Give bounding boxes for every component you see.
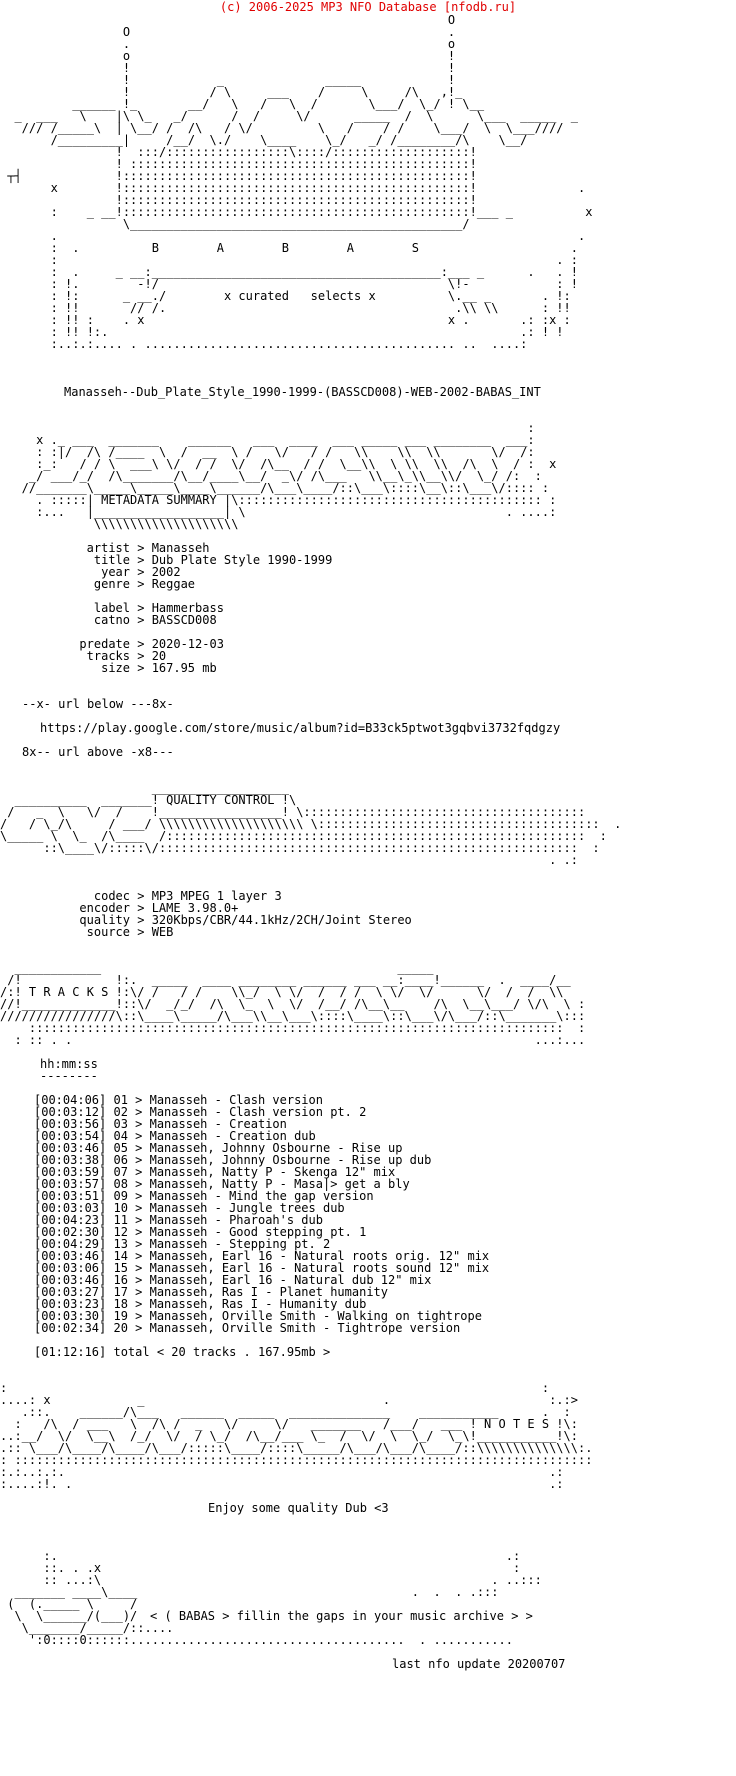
url-above-marker: 8x-- url above -x8--- xyxy=(22,745,174,759)
babas-logo-art: O O . . o o ! ! ! ! _ _____ ! ! / \ ___ / \ /\ ,!_ ______ !_ __/ \ / \ / \___/ \_/ ! \__ _ ___ \ |\ \_ _/ / / \/ _____ / \ \___ _____ _ /// /_____\ | \__/ / /\ / \/ \ / / / \___/ \ \___//// /_________| /__/ \./ \____ \_/ _/ /________/\ \__/ ! :::/:::::::::::::::::\::::/:::::::::::::::::::! ! :::::::::::::::::::::::::::::::::::::::::::::::! ┬┤ !::::::::::::::::::::::::::::::::::::::::::::::::! x !::::::::::::::::::::::::::::::::::::::::::::::::! . !::::::::::::::::::::::::::::::::::::::::::::::::! : _ __!::::::::::::::::::::::::::::::::::::::::::::::::!___ _ x \______________________________________________/ . . : . B A B A S . : . : : . _ __:________________________________________:___ _ . . ! : !. -!/ \!- : ! : !: _ __./ x curated selects x \.__ _ . !: : !! // /. .\\ \\ : !! : !! : . x x . .: :x : : !! !:. .: ! ! :..:.:.... . ........................................... .. ....: xyxy=(7,13,593,351)
track-row: [00:03:59] 07 > Manasseh, Natty P - Skenga 12" mix xyxy=(34,1165,396,1179)
track-row: [00:03:38] 06 > Manasseh, Johnny Osbourne - Rise up dub xyxy=(34,1153,432,1167)
track-row: [00:03:03] 10 > Manasseh - Jungle trees dub xyxy=(34,1201,345,1215)
last-update: last nfo update 20200707 xyxy=(392,1657,566,1671)
metadata-banner-art: : x ._ ___ _______ ______ ___ ____ ___ _____ ___ ________ ___: : :|/ /\ /____ \ / __ \ / \/ / / \\ \\ \\ \/ /: :_: / / \ ___\ \/ / / \/ /\__ / / \__\\ \ \\ \\ /\ \ / : x _/ ___/_/ /\_______/\__/____\__/ _\/ /\___ \\__\_\\__\\/ \_/ /: : //_______\_____\_____\____\______/\___\____/::\___\::::\__\::\___\/:::: : . :::::| METADATA SUMMARY |\:::::::::::::::::::::::::::::::::::::::::: : :... |__________________| \ . ....: \\\\\\\\\\\\\\\\\\\\ xyxy=(21,421,557,531)
quality-value: 320Kbps/CBR/44.1kHz/2CH/Joint Stereo xyxy=(151,913,412,927)
metadata-row-artist: artist > Manasseh xyxy=(0,542,736,554)
quality-value: MP3 MPEG 1 layer 3 xyxy=(151,889,282,903)
metadata-value: Hammerbass xyxy=(151,601,224,615)
notes-banner-art: : : ....: x _ . :.:> .::. ______/\___ ______ _____ ______________ ___________ . : : /\ / ___ \ /\ / _ \/ \/ _______ /___/ ___ ! N O T E S !\: ..:__/ \/ \__\ /_/ \/ / \_/ /\__/___ \_ / \/ \ \_/ \_\!___________!\: .:: \___/\____/\____/\___/:::::\____/::::\_____/\___/\___/\____/::\\\\\\\\\\\\\\:. : :::::::::::::::::::::::::::::::::::::::::::::::::::::::::::::::::::::::::::::::: :.:..:.:. .: :....:!. . .: xyxy=(0,1381,593,1491)
metadata-row-title: title > Dub Plate Style 1990-1999 xyxy=(0,554,736,566)
metadata-row-catno: catno > BASSCD008 xyxy=(0,614,736,626)
metadata-key: size xyxy=(101,661,130,675)
footer-art-bottom: \_______/_____/::.... ':0::::0::::::...................................... . ........... xyxy=(21,1621,513,1647)
track-row: [00:03:54] 04 > Manasseh - Creation dub xyxy=(34,1129,316,1143)
metadata-row-label: label > Hammerbass xyxy=(0,602,736,614)
quality-row-encoder: encoder > LAME 3.98.0+ xyxy=(0,902,736,914)
metadata-row-predate: predate > 2020-12-03 xyxy=(0,638,736,650)
metadata-row-tracks: tracks > 20 xyxy=(0,650,736,662)
track-row: [00:03:56] 03 > Manasseh - Creation xyxy=(34,1117,287,1131)
track-row: [00:02:34] 20 > Manasseh, Orville Smith - Tightrope version xyxy=(34,1321,461,1335)
metadata-value: 2020-12-03 xyxy=(151,637,224,651)
track-row: [00:03:57] 08 > Manasseh, Natty P - Masa|> get a bly xyxy=(34,1177,410,1191)
metadata-value: Manasseh xyxy=(151,541,210,555)
release-name: Manasseh--Dub_Plate_Style_1990-1999-(BASSCD008)-WEB-2002-BABAS_INT xyxy=(64,385,541,399)
track-row: [00:03:23] 18 > Manasseh, Ras I - Humanity dub xyxy=(34,1297,367,1311)
quality-value: WEB xyxy=(151,925,174,939)
metadata-key: label xyxy=(93,601,130,615)
metadata-row-year: year > 2002 xyxy=(0,566,736,578)
metadata-value: 167.95 mb xyxy=(151,661,217,675)
quality-key: source xyxy=(86,925,130,939)
track-row: [00:03:06] 15 > Manasseh, Earl 16 - Natural roots sound 12" mix xyxy=(34,1261,490,1275)
metadata-row-size: size > 167.95 mb xyxy=(0,662,736,674)
track-row: [00:03:46] 14 > Manasseh, Earl 16 - Natural roots orig. 12" mix xyxy=(34,1249,490,1263)
quality-row-codec: codec > MP3 MPEG 1 layer 3 xyxy=(0,890,736,902)
quality-row-source: source > WEB xyxy=(0,926,736,938)
metadata-key: genre xyxy=(93,577,130,591)
metadata-key: year xyxy=(101,565,130,579)
track-row: [00:03:51] 09 > Manasseh - Mind the gap version xyxy=(34,1189,374,1203)
track-row: [00:03:46] 16 > Manasseh, Earl 16 - Natural dub 12" mix xyxy=(34,1273,432,1287)
quality-key: encoder xyxy=(79,901,130,915)
footer-art: :. .: ::. . .x : :: ...:\ . ..::: _______ ____\____ . . . .::: ( (._____ \ / \ \______/(___)/ xyxy=(7,1549,542,1623)
metadata-value: Dub Plate Style 1990-1999 xyxy=(151,553,333,567)
metadata-key: title xyxy=(93,553,130,567)
footer-slogan: < ( BABAS > fillin the gaps in your music archive > > xyxy=(150,1609,533,1623)
quality-key: codec xyxy=(93,889,130,903)
quality-value: LAME 3.98.0+ xyxy=(151,901,239,915)
track-row: [00:03:30] 19 > Manasseh, Orville Smith - Walking on tightrope xyxy=(34,1309,482,1323)
copyright-line: (c) 2006-2025 MP3 NFO Database [nfodb.ru] xyxy=(219,0,517,14)
metadata-key: catno xyxy=(93,613,130,627)
album-url-link[interactable]: https://play.google.com/store/music/album?id=B33ck5ptwot3gqbvi3732fqdgzy xyxy=(40,721,561,735)
metadata-value: BASSCD008 xyxy=(151,613,217,627)
metadata-value: 2002 xyxy=(151,565,181,579)
tracks-banner-art: ____________ _____ /! !:. _____ ____ ________ ______ ___ __:____!______ . ____/__ /:! T R A C K S !:\/ / / / \\_/ \ \/ / / / \ \/ \/ \/ / / \\ //!_____________!::\/ _/_/ /\ \_ \ \/ /__/ /\__\__ /\ \__\___/ \/\ \ : ////////////////\::\____\_____/\___\\__\___\::::\____\::\___\/\___/::\_______\::: :::::::::::::::::::::::::::::::::::::::::::::::::::::::::::::::::::::::::: : : :: . . ...:... xyxy=(0,961,586,1047)
track-list xyxy=(34,1094,736,1358)
metadata-list xyxy=(0,542,736,674)
metadata-value: 20 xyxy=(151,649,167,663)
track-row: [00:03:27] 17 > Manasseh, Ras I - Planet humanity xyxy=(34,1285,389,1299)
track-row: [00:04:29] 13 > Manasseh - Stepping pt. 2 xyxy=(34,1237,331,1251)
quality-list xyxy=(0,890,736,938)
track-row: [00:04:23] 11 > Manasseh - Pharoah's dub xyxy=(34,1213,323,1227)
quality-key: quality xyxy=(79,913,130,927)
track-row: [00:02:30] 12 > Manasseh - Good stepping pt. 1 xyxy=(34,1225,367,1239)
metadata-key: tracks xyxy=(86,649,130,663)
time-header: hh:mm:ss xyxy=(40,1057,98,1071)
time-underline: -------- xyxy=(40,1069,98,1083)
track-row: [00:03:46] 05 > Manasseh, Johnny Osbourne - Rise up xyxy=(34,1141,403,1155)
tracks-total: [01:12:16] total < 20 tracks . 167.95mb > xyxy=(34,1345,331,1359)
metadata-row-genre: genre > Reggae xyxy=(0,578,736,590)
quality-row-quality: quality > 320Kbps/CBR/44.1kHz/2CH/Joint Stereo xyxy=(0,914,736,926)
track-row: [00:04:06] 01 > Manasseh - Clash version xyxy=(34,1093,323,1107)
notes-text: Enjoy some quality Dub <3 xyxy=(208,1501,389,1515)
track-row: [00:03:12] 02 > Manasseh - Clash version pt. 2 xyxy=(34,1105,367,1119)
metadata-value: Reggae xyxy=(151,577,196,591)
metadata-key: predate xyxy=(79,637,130,651)
metadata-key: artist xyxy=(86,541,130,555)
quality-banner-art: ___________________ __________ _______! QUALITY CONTROL !\ / _ \ \/ / !_________________! \::::::::::::::::::::::::::::::::::::::: / / \_/\ / ___/ \\\\\\\\\\\\\\\\\\\\ \::::::::::::::::::::::::::::::::::::::: . \_____ \ \_ /\____ /:::::::::::::::::::::::::::::::::::::::::::::::::::::::::: : ::\____\/:::::\/:::::::::::::::::::::::::::::::::::::::::::::::::::::::::: : . .: xyxy=(0,781,622,867)
url-below-marker: --x- url below ---8x- xyxy=(22,697,174,711)
